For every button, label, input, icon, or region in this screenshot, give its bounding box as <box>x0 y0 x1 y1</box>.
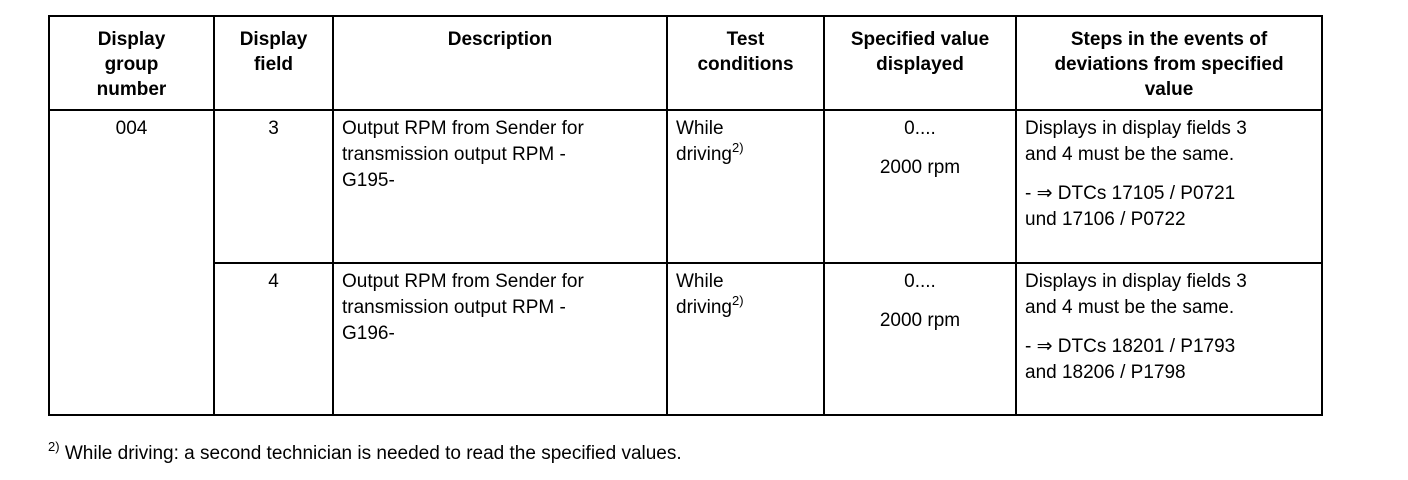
header-line: Display <box>97 29 166 50</box>
table-row <box>49 110 1322 263</box>
display-group-table <box>48 15 1323 416</box>
header-display-field <box>214 16 333 110</box>
table-row <box>49 263 1322 415</box>
header-steps <box>1016 16 1322 110</box>
footnote-marker: 2) <box>731 140 744 155</box>
header-line: field <box>253 54 294 75</box>
test-conditions-cell <box>667 263 824 415</box>
test-line: While <box>676 271 724 292</box>
description-line: transmission output RPM - <box>342 297 566 318</box>
footnote-text: While driving: a second technician is needed to read the specified values. <box>64 443 682 464</box>
display-field-value: 4 <box>268 271 279 292</box>
header-line: deviations from specified <box>1054 54 1284 75</box>
header-description <box>333 16 667 110</box>
display-field-cell <box>214 110 333 263</box>
header-row <box>49 16 1322 110</box>
display-field-cell <box>214 263 333 415</box>
header-line: Steps in the events of <box>1070 29 1268 50</box>
description-line: G196- <box>342 323 395 344</box>
test-conditions-cell <box>667 110 824 263</box>
dtc-reference: - ⇒ DTCs 17105 / P0721 <box>1025 183 1236 204</box>
header-line: Test <box>726 29 765 50</box>
header-line: Specified value <box>850 29 990 50</box>
value-max: 2000 rpm <box>879 310 961 331</box>
header-specified-value <box>824 16 1016 110</box>
description-line: G195- <box>342 170 395 191</box>
display-field-value: 3 <box>268 118 279 139</box>
steps-line: Displays in display fields 3 <box>1025 271 1247 292</box>
header-display-group-number <box>49 16 214 110</box>
description-line: transmission output RPM - <box>342 144 566 165</box>
dtc-reference: - ⇒ DTCs 18201 / P1793 <box>1025 336 1236 357</box>
specified-value-cell <box>824 110 1016 263</box>
steps-line: and 4 must be the same. <box>1025 297 1235 318</box>
header-line: group <box>104 54 159 75</box>
group-number: 004 <box>115 118 148 139</box>
specified-value-cell <box>824 263 1016 415</box>
value-min: 0.... <box>904 271 936 292</box>
test-line: While <box>676 118 724 139</box>
header-test-conditions <box>667 16 824 110</box>
description-line: Output RPM from Sender for <box>342 118 584 139</box>
description-line: Output RPM from Sender for <box>342 271 584 292</box>
steps-line: Displays in display fields 3 <box>1025 118 1247 139</box>
header-line: displayed <box>876 54 964 75</box>
group-number-cell <box>49 110 214 415</box>
dtc-reference: and 18206 / P1798 <box>1025 362 1186 383</box>
footnote <box>48 441 682 467</box>
dtc-reference: und 17106 / P0722 <box>1025 209 1186 230</box>
test-line: driving <box>676 297 732 318</box>
header-line: Description <box>447 29 553 50</box>
header-line: value <box>1144 79 1194 100</box>
value-max: 2000 rpm <box>879 157 961 178</box>
steps-cell <box>1016 110 1322 263</box>
description-cell <box>333 263 667 415</box>
header-line: conditions <box>697 54 794 75</box>
header-line: number <box>96 79 167 100</box>
footnote-marker: 2) <box>48 439 60 454</box>
header-line: Display <box>239 29 308 50</box>
steps-line: and 4 must be the same. <box>1025 144 1235 165</box>
value-min: 0.... <box>904 118 936 139</box>
steps-cell <box>1016 263 1322 415</box>
test-line: driving <box>676 144 732 165</box>
description-cell <box>333 110 667 263</box>
footnote-marker: 2) <box>731 293 744 308</box>
